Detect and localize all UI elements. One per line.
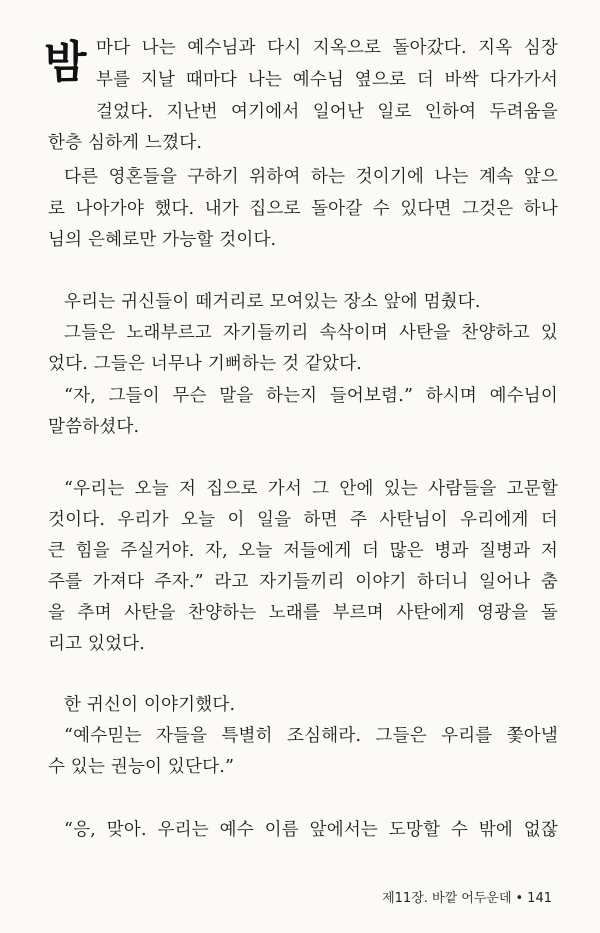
text-line: “우리는 오늘 저 집으로 가서 그 안에 있는 사람들을 고문할 [64, 479, 558, 499]
page-footer [382, 890, 552, 908]
text-line: “응, 맞아. 우리는 예수 이름 앞에서는 도망할 수 밖에 없잖 [64, 820, 558, 840]
text-line: 리고 있었다. [48, 634, 146, 654]
text-line: 그들은 노래부르고 자기들끼리 속삭이며 사탄을 찬양하고 있 [64, 323, 558, 343]
text-line: “자, 그들이 무슨 말을 하는지 들어보렴.” 하시며 예수님이 [64, 386, 558, 406]
footer-separator: • [515, 891, 524, 906]
text-line: 로 나아가야 했다. 내가 집으로 돌아갈 수 있다면 그것은 하나 [48, 199, 558, 219]
page-number: 141 [527, 891, 552, 906]
text-line: 큰 힘을 주실거야. 자, 오늘 저들에게 더 많은 병과 질병과 저 [48, 541, 558, 561]
drop-cap: 밤 [44, 37, 87, 88]
text-line: 우리는 귀신들이 떼거리로 모여있는 장소 앞에 멈췄다. [64, 292, 481, 312]
text-line: 수 있는 권능이 있단다.” [48, 757, 235, 777]
text-line: 한 귀신이 이야기했다. [64, 695, 236, 715]
text-line: 주를 가져다 주자.” 라고 자기들끼리 이야기 하더니 일어나 춤 [48, 572, 558, 592]
text-line: 말씀하셨다. [48, 417, 140, 437]
text-line: 님의 은혜로만 가능할 것이다. [48, 230, 277, 250]
text-line: 마다 나는 예수님과 다시 지옥으로 돌아갔다. 지옥 심장 [96, 38, 558, 58]
text-line: 한층 심하게 느꼈다. [48, 133, 203, 153]
text-line: 것이다. 우리가 오늘 이 일을 하면 주 사탄님이 우리에게 더 [48, 510, 558, 530]
text-line: 걸었다. 지난번 여기에서 일어난 일로 인하여 두려움을 [96, 102, 558, 122]
text-line: 다른 영혼들을 구하기 위하여 하는 것이기에 나는 계속 앞으 [64, 167, 558, 187]
text-line: 부를 지날 때마다 나는 예수님 옆으로 더 바싹 다가가서 [96, 70, 558, 90]
text-line: 었다. 그들은 너무나 기뻐하는 것 같았다. [48, 354, 363, 374]
text-line: “예수믿는 자들을 특별히 조심해라. 그들은 우리를 쫓아낼 [64, 726, 558, 746]
chapter-title: 제11장. 바깥 어두운데 [382, 891, 512, 906]
text-line: 을 추며 사탄을 찬양하는 노래를 부르며 사탄에게 영광을 돌 [48, 603, 558, 623]
